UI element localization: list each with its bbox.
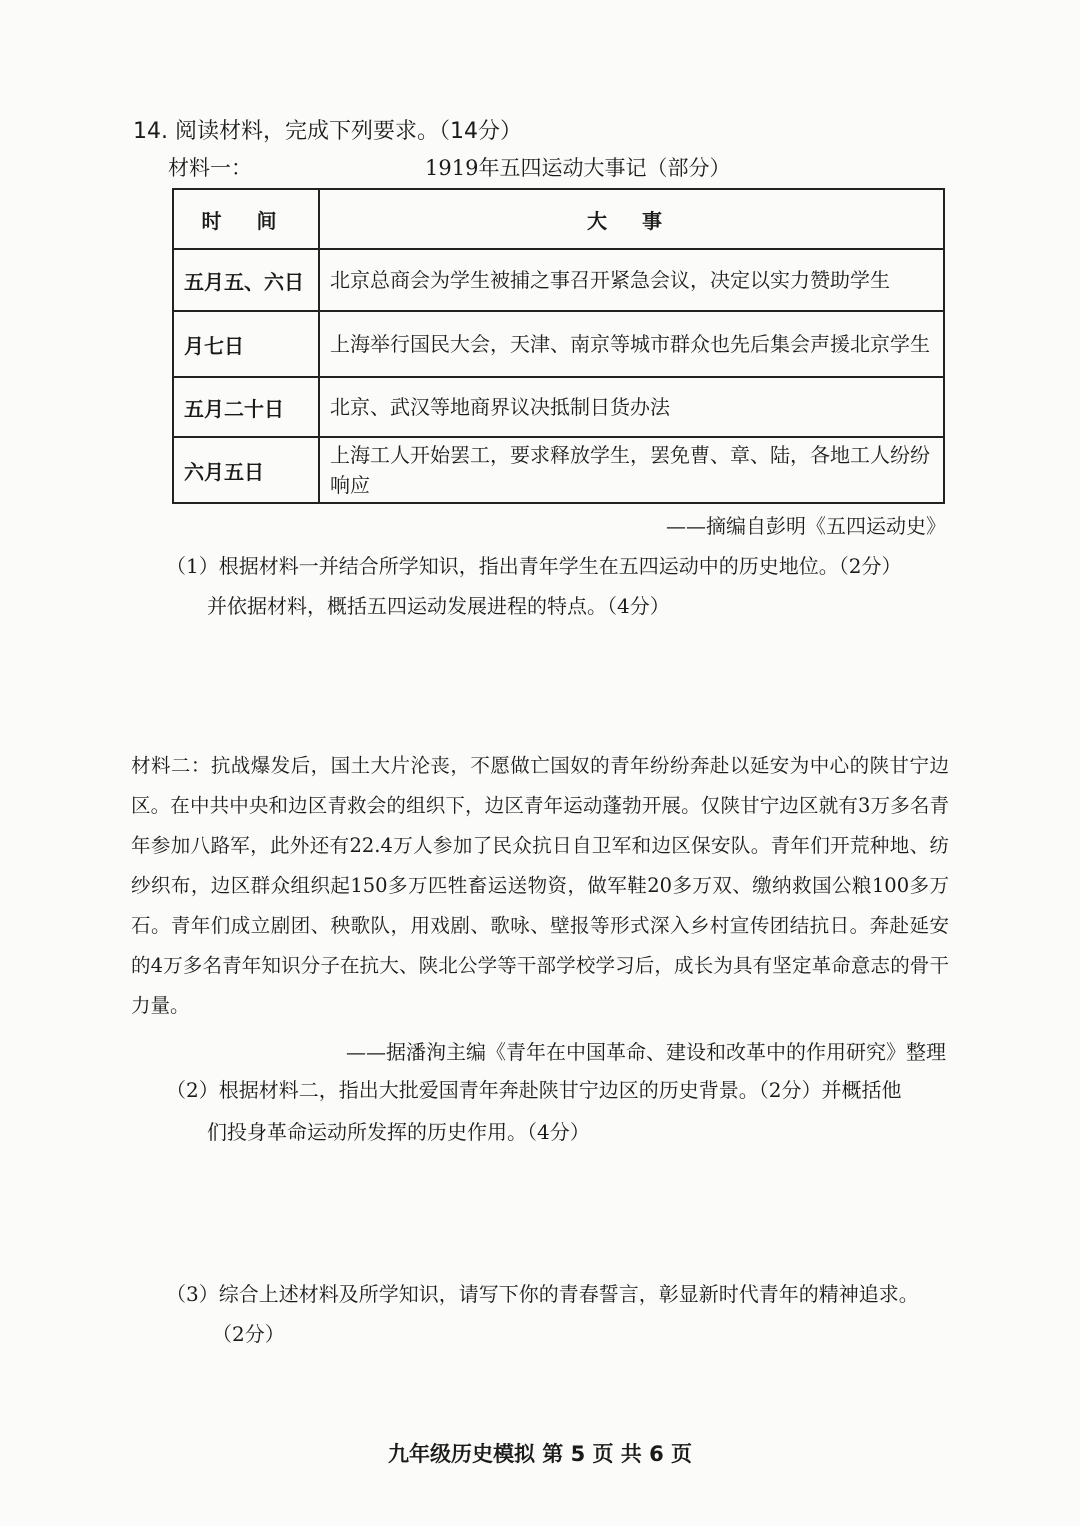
event-cell: 北京、武汉等地商界议决抵制日货办法 (319, 377, 944, 437)
material2-source: ——据潘洵主编《青年在中国革命、建设和改革中的作用研究》整理 (346, 1040, 946, 1064)
time-cell: 六月五日 (173, 437, 319, 503)
table-row (173, 437, 944, 503)
time-cell: 五月二十日 (173, 377, 319, 437)
column-header-time: 时 间 (173, 189, 319, 249)
table-row (173, 249, 944, 311)
event-cell: 上海工人开始罢工，要求释放学生，罢免曹、章、陆，各地工人纷纷响应 (319, 437, 944, 503)
question-1-line2: 并依据材料，概括五四运动发展进程的特点。（4分） (207, 594, 670, 618)
question-1-line1: （1）根据材料一并结合所学知识，指出青年学生在五四运动中的历史地位。（2分） (166, 554, 902, 578)
table-row (173, 311, 944, 377)
table-row (173, 377, 944, 437)
material1-source: ——摘编自彭明《五四运动史》 (666, 514, 946, 538)
table-title: 1919年五四运动大事记（部分） (425, 156, 731, 180)
time-cell: 月七日 (173, 311, 319, 377)
material1-label: 材料一： (168, 156, 252, 180)
question-heading: 14. 阅读材料，完成下列要求。（14分） (133, 119, 522, 144)
time-cell: 五月五、六日 (173, 249, 319, 311)
material2-text: 材料二：抗战爆发后，国土大片沦丧，不愿做亡国奴的青年纷纷奔赴以延安为中心的陕甘宁边区。在中共中央和边区青救会的组织下，边区青年运动蓬勃开展。仅陕甘宁边区就有3万多名青年参加八路军，此外还有22.4万人参加了民众抗日自卫军和边区保安队。青年们开荒种地、纺纱织布，边区群众组织起150多万匹牲畜运送物资，做军鞋20多万双、缴纳救国公粮100多万石。青年们成立剧团、秧歌队，用戏剧、歌咏、壁报等形式深入乡村宣传团结抗日。奔赴延安的4万多名青年知识分子在抗大、陕北公学等干部学校学习后，成长为具有坚定革命意志的骨干力量。 (131, 754, 949, 1017)
event-cell: 上海举行国民大会，天津、南京等城市群众也先后集会声援北京学生 (319, 311, 944, 377)
events-table (172, 188, 945, 504)
page-footer: 九年级历史模拟 第 5 页 共 6 页 (387, 1442, 693, 1466)
question-3-line2: （2分） (212, 1322, 285, 1346)
event-cell: 北京总商会为学生被捕之事召开紧急会议，决定以实力赞助学生 (319, 249, 944, 311)
question-2-line1: （2）根据材料二，指出大批爱国青年奔赴陕甘宁边区的历史背景。（2分）并概括他 (166, 1078, 902, 1102)
question-3-line1: （3）综合上述材料及所学知识，请写下你的青春誓言，彰显新时代青年的精神追求。 (166, 1282, 919, 1306)
question-2-line2: 们投身革命运动所发挥的历史作用。（4分） (207, 1120, 590, 1144)
column-header-event: 大 事 (319, 189, 944, 249)
